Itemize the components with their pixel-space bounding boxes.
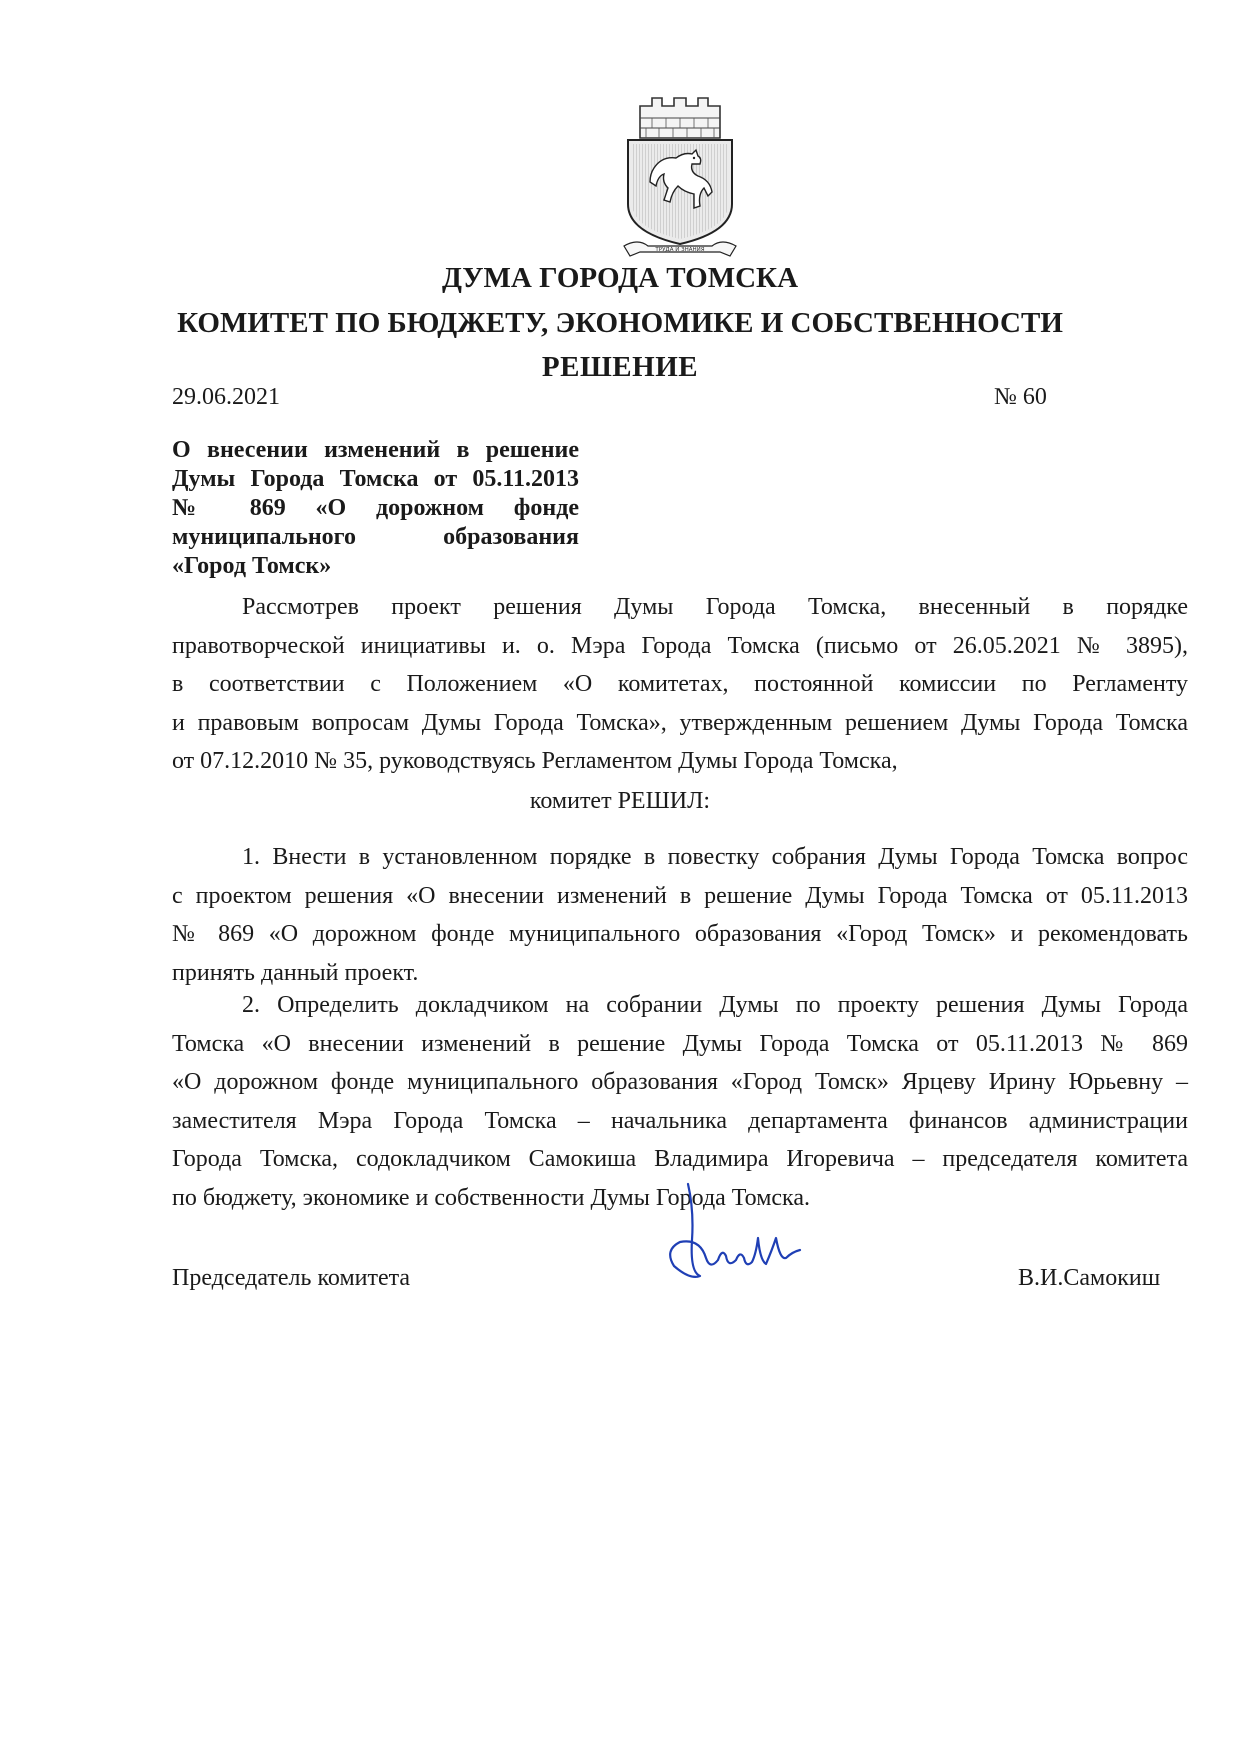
paragraph-line: 1. Внести в установленном порядке в повестку собрания Думы Города Томска вопрос <box>242 844 1188 870</box>
document-subject <box>172 436 579 581</box>
preamble-paragraph <box>172 588 1188 781</box>
resolved-heading: комитет РЕШИЛ: <box>529 788 711 814</box>
document-type: РЕШЕНИЕ <box>541 351 699 383</box>
document-date: 29.06.2021 <box>172 384 280 410</box>
paragraph-line: 2. Определить докладчиком на собрании Думы по проекту решения Думы Города <box>242 992 1188 1018</box>
paragraph-line: заместителя Мэра Города Томска – начальника департамента финансов администрации <box>172 1107 1188 1134</box>
paragraph-line: от 07.12.2010 № 35, руководствуясь Регламентом Думы Города Томска, <box>172 748 898 774</box>
paragraph-line: и правовым вопросам Думы Города Томска», утвержденным решением Думы Города Томска <box>172 709 1188 736</box>
paragraph-line: по бюджету, экономике и собственности Думы Города Томска. <box>172 1184 810 1211</box>
svg-text:ТРУДА И ЗНАНИЯ: ТРУДА И ЗНАНИЯ <box>655 247 705 253</box>
resolution-item-1 <box>172 838 1188 992</box>
paragraph-line: с проектом решения «О внесении изменений в решение Думы Города Томска от 05.11.2013 <box>172 882 1188 909</box>
subject-line: «Город Томск» <box>172 553 332 579</box>
tomsk-coat-of-arms-icon <box>618 96 742 262</box>
subject-line: № 869 «О дорожном фонде <box>172 495 579 521</box>
document-number: № 60 <box>994 384 1047 410</box>
subject-line: муниципального образования <box>172 524 579 550</box>
committee-title: КОМИТЕТ ПО БЮДЖЕТУ, ЭКОНОМИКЕ И СОБСТВЕННОСТИ <box>177 307 1063 339</box>
paragraph-line: принять данный проект. <box>172 959 419 986</box>
signatory-role: Председатель комитета <box>172 1265 411 1291</box>
duma-title: ДУМА ГОРОДА ТОМСКА <box>441 262 799 294</box>
paragraph-line: Рассмотрев проект решения Думы Города Томска, внесенный в порядке <box>242 594 1188 620</box>
paragraph-line: Томска «О внесении изменений в решение Думы Города Томска от 05.11.2013 № 869 <box>172 1030 1188 1057</box>
paragraph-line: в соответствии с Положением «О комитетах, постоянной комиссии по Регламенту <box>172 671 1188 697</box>
paragraph-line: правотворческой инициативы и. о. Мэра Города Томска (письмо от 26.05.2021 № 3895), <box>172 632 1188 659</box>
handwritten-signature <box>660 1180 820 1290</box>
subject-line: О внесении изменений в решение <box>172 437 579 463</box>
paragraph-line: № 869 «О дорожном фонде муниципального образования «Город Томск» и рекомендовать <box>172 921 1188 947</box>
paragraph-line: «О дорожном фонде муниципального образования «Город Томск» Ярцеву Ирину Юрьевну – <box>172 1069 1188 1095</box>
paragraph-line: Города Томска, содокладчиком Самокиша Владимира Игоревича – председателя комитета <box>172 1146 1188 1172</box>
signatory-name: В.И.Самокиш <box>1018 1265 1161 1291</box>
subject-line: Думы Города Томска от 05.11.2013 <box>172 466 579 492</box>
